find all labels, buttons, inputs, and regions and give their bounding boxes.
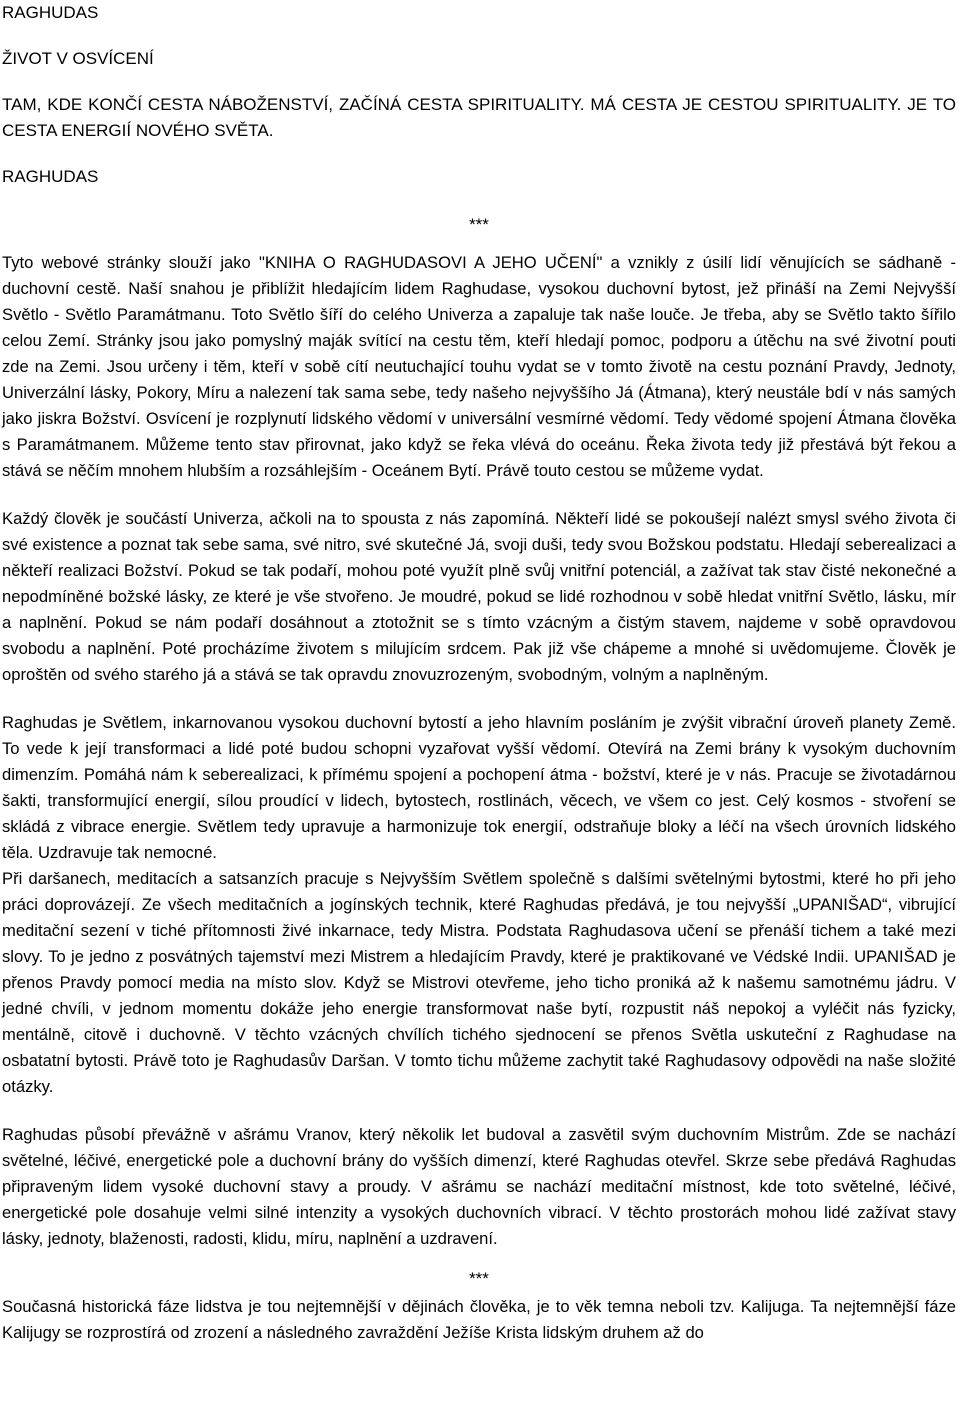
paragraph-intro: Tyto webové stránky slouží jako "KNIHA O RAGHUDASOVI A JEHO UČENÍ" a vznikly z úsilí lidí věnujících se sádhaně - duchovní cestě. Naší snahou je přiblížit hledajícím lidem Raghudase, vysokou duchovní bytost, jež přináší na Zemi Nejvyšší Světlo - Světlo Paramátmanu. Toto Světlo šíří do celého Univerza a zapaluje tak naše louče. Je třeba, aby se Světlo takto šířilo celou Zemí. Stránky jsou jako pomyslný maják svítící na cestu těm, kteří hledají pomoc, podporu a útěchu na své životní pouti zde na Zemi. Jsou určeny i těm, kteří v sobě cítí neutuchající touhu vydat se v tomto životě na cestu poznání Pravdy, Jednoty, Univerzální lásky, Pokory, Míru a nalezení tak sama sebe, tedy našeho nejvyššího Já (Átmana), který neustále bdí v nás samých jako jiskra Božství. Osvícení je rozplynutí lidského vědomí v universální vesmírné vědomí. Tedy vědomé spojení Átmana člověka s Paramátmanem. Můžeme tento stav přirovnat, jako když se řeka vlévá do oceánu. Řeka života tedy již přestává být řekou a stává se něčím mnohem hlubším a rozsáhlejším - Oceánem Bytí. Právě touto cestou se můžeme vydat.: [2, 253, 956, 480]
doc-title: RAGHUDAS: [2, 3, 99, 22]
paragraph-darshan: Při daršanech, meditacích a satsanzích pracuje s Nejvyšším Světlem společně s dalšími světelnými bytostmi, které ho při jeho práci doprovázejí. Ze všech meditačních a jogínských technik, které Raghudas předává, je tou nejvyšší „UPANIŠAD“, vibrující meditační sezení v tiché přítomnosti živé inkarnace, tedy Mistra. Podstata Raghudasova učení se přenáší tichem a také mezi slovy. To je jedno z posvátných tajemství mezi Mistrem a hledajícím Pravdy, které je praktikované ve Védské Indii. UPANIŠAD je přenos Pravdy pomocí media na místo slov. Když se Mistrovi otevřeme, jeho ticho proniká až k našemu samotnému jádru. V jedné chvíli, v jednom momentu dokáže jeho energie transformovat naše bytí, rozpustit náš nepokoj a vyléčit nás fyzicky, mentálně, citově i duchovně. V těchto vzácných chvílích tichého sjednocení se přenos Světla uskuteční z Raghudase na osbatatní bytosti. Právě toto je Raghudasův Daršan. V tomto tichu můžeme zachytit také Raghudasovy odpovědi na naše složité otázky.: [2, 869, 956, 1096]
separator: ***: [469, 215, 489, 234]
paragraph-ashram: Raghudas působí převážně v ašrámu Vranov, který několik let budoval a zasvětil svým duchovním Mistrům. Zde se nachází světelné, léčivé, energetické pole a duchovní brány do vyšších dimenzí, které Raghudas otevřel. Skrze sebe předává Raghudas připraveným lidem vysoké duchovní stavy a proudy. V ašrámu se nachází meditační místnost, kde toto světelné, léčivé, energetické pole dosahuje velmi silné intenzity a vysokých duchovních vibrací. V těchto prostorách mohou lidé zažívat stavy lásky, jednoty, blaženosti, radosti, klidu, míru, naplnění a uzdravení.: [2, 1125, 956, 1248]
doc-author: RAGHUDAS: [2, 167, 99, 186]
paragraph-raghudas-light: Raghudas je Světlem, inkarnovanou vysokou duchovní bytostí a jeho hlavním posláním je zvýšit vibrační úroveň planety Země. To vede k její transformaci a lidé poté budou schopni vyzařovat vyšší vědomí. Otevírá na Zemi brány k vysokým duchovním dimenzím. Pomáhá nám k seberealizaci, k přímému spojení a pochopení átma - božství, které je v nás. Pracuje se životadárnou šakti, transformující energií, sílou proudící v lidech, bytostech, rostlinách, věcech, ve všem co jest. Celý kosmos - stvoření se skládá z vibrace energie. Světlem tedy upravuje a harmonizuje tok energií, odstraňuje bloky a léčí na všech úrovních lidského těla. Uzdravuje tak nemocné.: [2, 713, 956, 862]
paragraph-self-realization: Každý člověk je součástí Univerza, ačkoli na to spousta z nás zapomíná. Někteří lidé se pokoušejí nalézt smysl svého života či své existence a poznat tak sebe sama, své nitro, své skutečné Já, svoji duši, tedy svou Božskou podstatu. Hledají seberealizaci a někteří realizaci Božství. Pokud se tak podaří, mohou poté využít plně svůj vnitřní potenciál, a zažívat tak stav čisté nekonečné a nepodmíněné božské lásky, ze které je vše stvořeno. Je moudré, pokud se lidé rozhodnou v sobě hledat vnitřní Světlo, lásku, mír a naplnění. Pokud se nám podaří dosáhnout a ztotožnit se s tímto vzácným a čistým stavem, najdeme v sobě opravdovou svobodu a naplnění. Poté procházíme životem s milujícím srdcem. Pak již vše chápeme a mnohé si uvědomujeme. Člověk je oproštěn od svého starého já a stává se tak opravdu znovuzrozeným, svobodným, volným a naplněným.: [2, 509, 956, 684]
paragraph-kaliyuga: Současná historická fáze lidstva je tou nejtemnější v dějinách člověka, je to věk temna neboli tzv. Kalijuga. Ta nejtemnější fáze Kalijugy se rozprostírá od zrození a následného zavraždění Ježíše Krista lidským druhem až do: [2, 1297, 956, 1342]
doc-motto: TAM, KDE KONČÍ CESTA NÁBOŽENSTVÍ, ZAČÍNÁ CESTA SPIRITUALITY. MÁ CESTA JE CESTOU SPIRITUALITY. JE TO CESTA ENERGIÍ NOVÉHO SVĚTA.: [2, 95, 956, 140]
separator-2: ***: [469, 1269, 489, 1288]
doc-subtitle: ŽIVOT V OSVÍCENÍ: [2, 49, 154, 68]
